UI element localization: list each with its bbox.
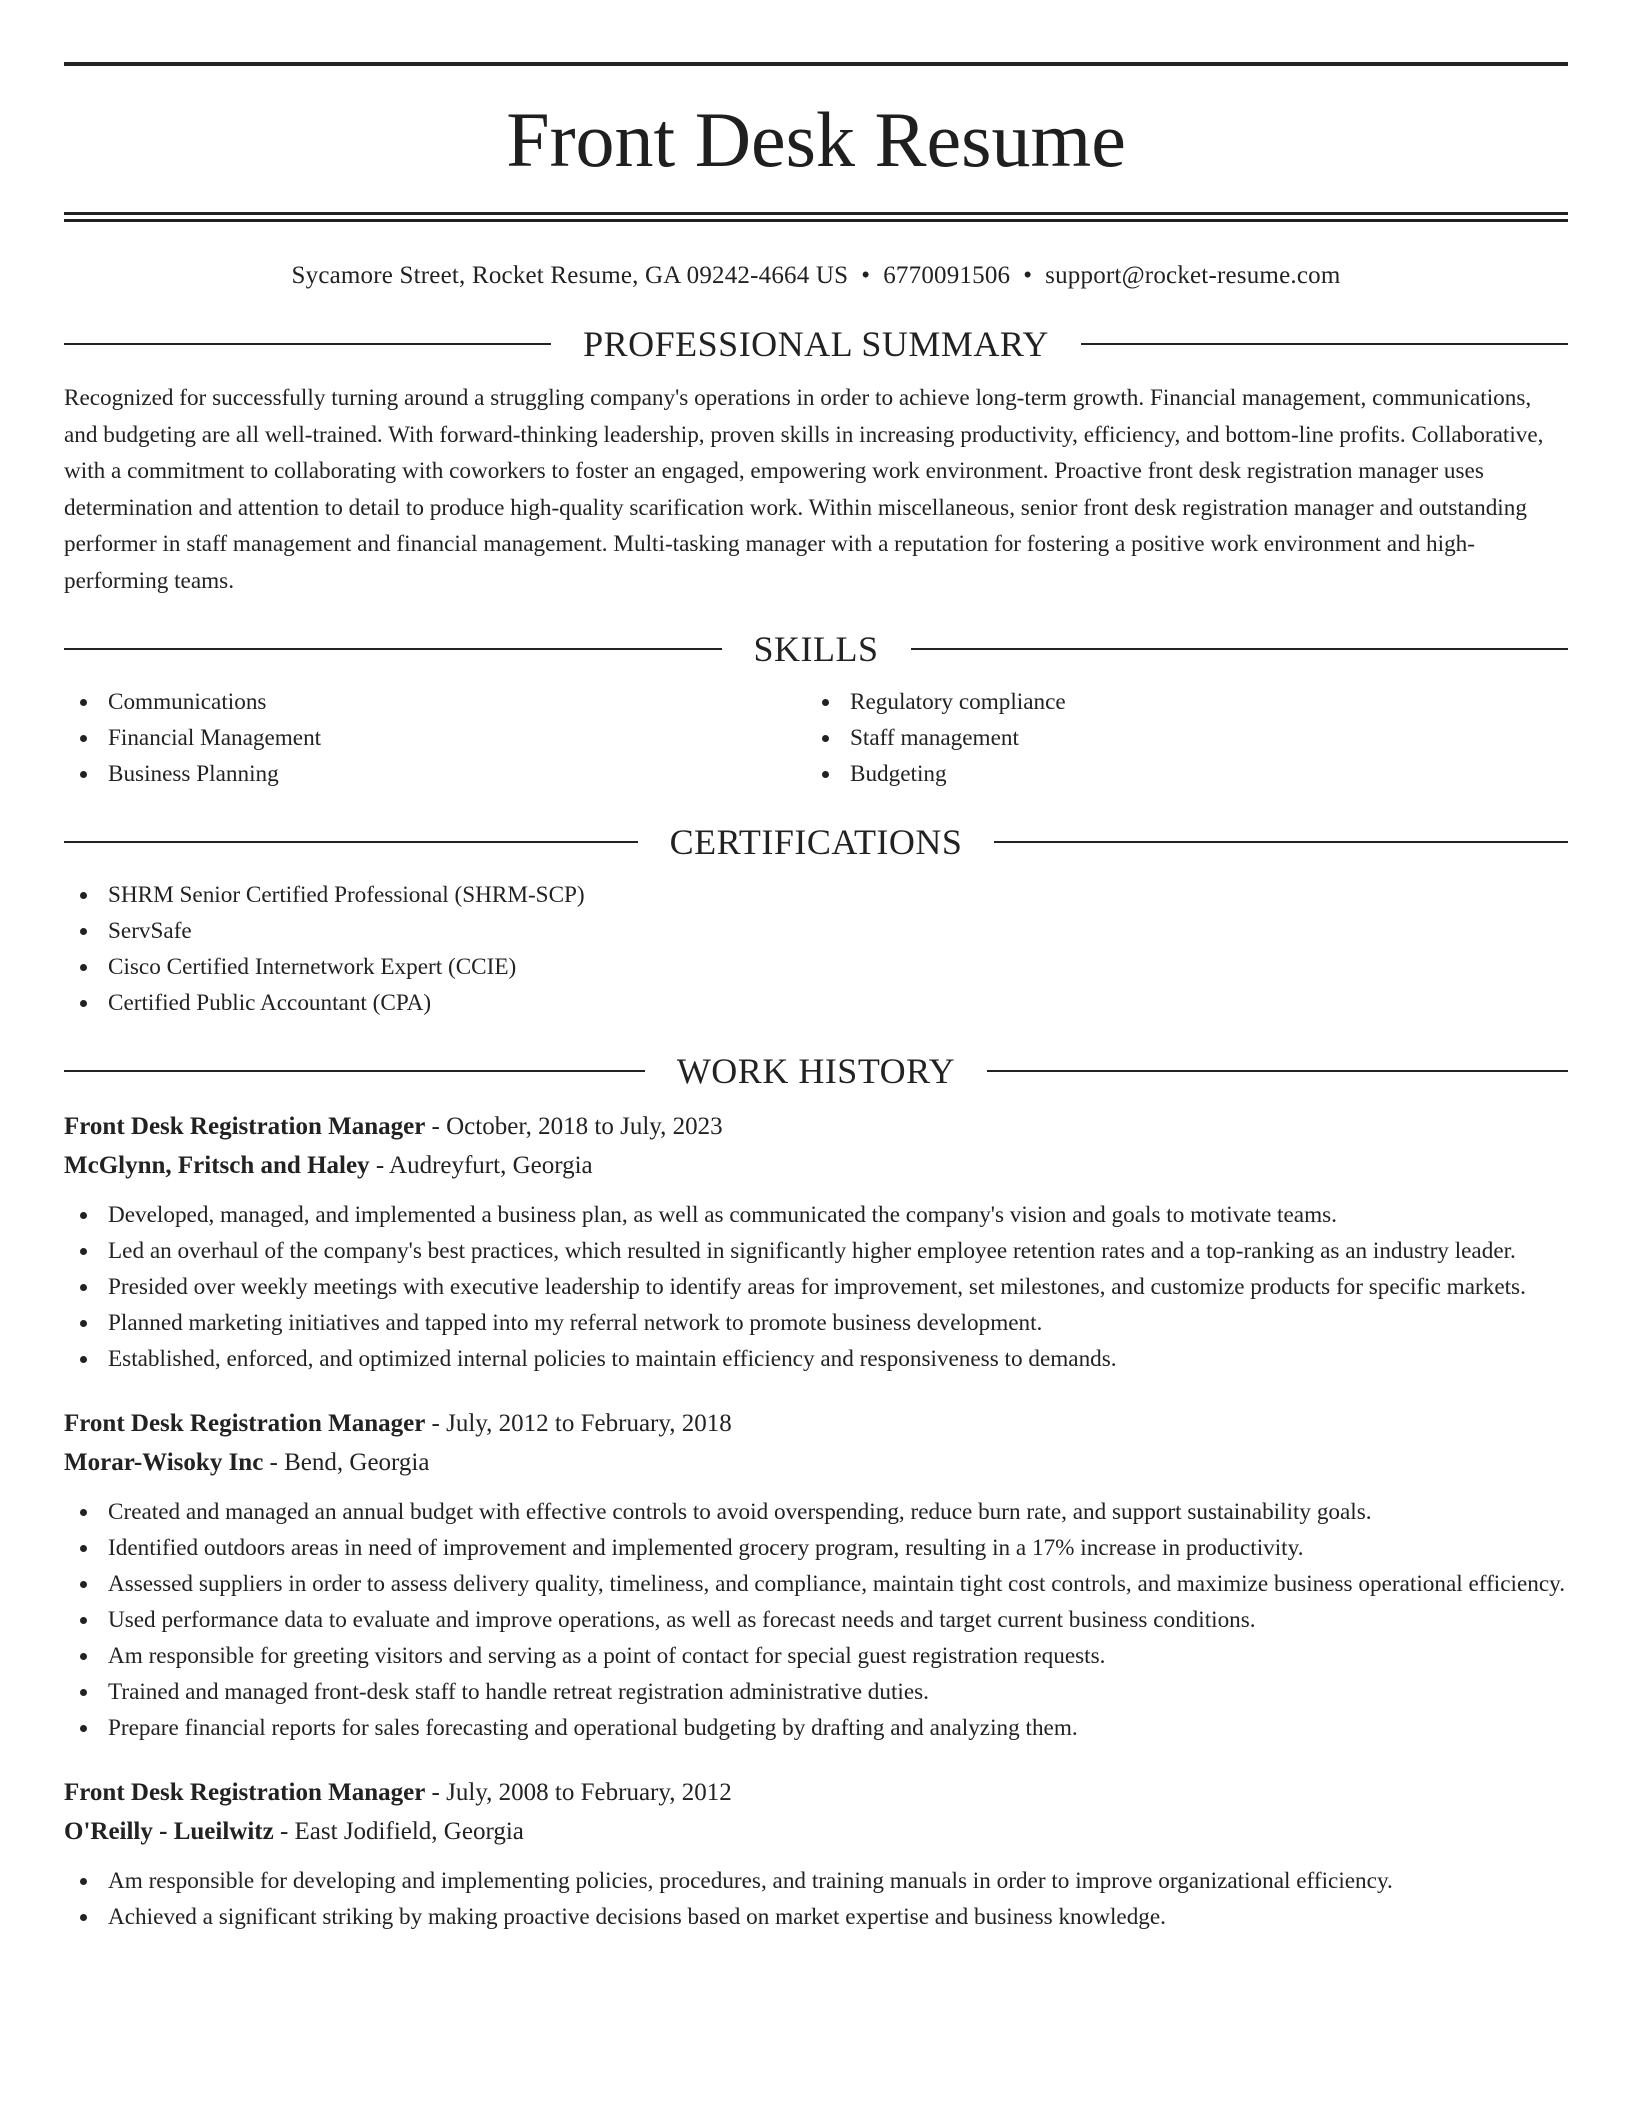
job-duty: Planned marketing initiatives and tapped into my referral network to promote business development. — [64, 1305, 1568, 1341]
job-duty: Am responsible for developing and implementing policies, procedures, and training manuals in order to improve organizational efficiency. — [64, 1863, 1568, 1899]
heading-rule — [64, 343, 551, 345]
summary-heading-text: PROFESSIONAL SUMMARY — [583, 324, 1049, 364]
job-duties — [64, 1494, 1568, 1746]
heading-rule — [64, 648, 722, 650]
heading-rule — [987, 1070, 1568, 1072]
skill-item: Staff management — [806, 720, 1548, 756]
certifications-heading — [64, 820, 1568, 864]
skills-heading-text: SKILLS — [753, 629, 879, 669]
job-title-line — [64, 1404, 1568, 1443]
contact-line — [64, 258, 1568, 294]
job-duties — [64, 1863, 1568, 1935]
job-company: O'Reilly - Lueilwitz — [64, 1818, 274, 1845]
heading-rule — [994, 841, 1568, 843]
skill-item: Communications — [64, 684, 806, 720]
work-heading — [64, 1049, 1568, 1093]
job-duties — [64, 1197, 1568, 1377]
job-location: - Audreyfurt, Georgia — [369, 1152, 593, 1179]
job-entry — [64, 1773, 1568, 1935]
contact-separator: • — [861, 262, 871, 289]
job-location: - Bend, Georgia — [263, 1449, 430, 1476]
job-dates: - October, 2018 to July, 2023 — [425, 1113, 723, 1140]
job-duty: Established, enforced, and optimized internal policies to maintain efficiency and responsiveness to demands. — [64, 1341, 1568, 1377]
job-location: - East Jodifield, Georgia — [273, 1818, 524, 1845]
contact-phone: 6770091506 — [883, 262, 1011, 289]
certification-item: Certified Public Accountant (CPA) — [64, 985, 1568, 1021]
job-title: Front Desk Registration Manager — [64, 1410, 426, 1437]
certifications-heading-text: CERTIFICATIONS — [669, 822, 963, 862]
contact-separator: • — [1023, 262, 1033, 289]
resume-title: Front Desk Resume — [506, 96, 1126, 183]
job-duty: Prepare financial reports for sales forecasting and operational budgeting by drafting and analyzing them. — [64, 1710, 1568, 1746]
job-duty: Identified outdoors areas in need of improvement and implemented grocery program, resulting in a 17% increase in productivity. — [64, 1530, 1568, 1566]
double-rule — [64, 212, 1568, 222]
job-company-line — [64, 1146, 1568, 1185]
job-company-line — [64, 1812, 1568, 1851]
resume-page — [64, 62, 1568, 1935]
job-title: Front Desk Registration Manager — [64, 1779, 426, 1806]
contact-address: Sycamore Street, Rocket Resume, GA 09242-4664 US — [291, 262, 849, 289]
job-entry — [64, 1107, 1568, 1377]
job-company: McGlynn, Fritsch and Haley — [64, 1152, 370, 1179]
skills-list — [64, 684, 1568, 792]
job-dates: - July, 2012 to February, 2018 — [425, 1410, 732, 1437]
certification-item: Cisco Certified Internetwork Expert (CCIE) — [64, 949, 1568, 985]
job-duty: Developed, managed, and implemented a business plan, as well as communicated the company's vision and goals to motivate teams. — [64, 1197, 1568, 1233]
job-duty: Assessed suppliers in order to assess delivery quality, timeliness, and compliance, maintain tight cost controls, and maximize business operational efficiency. — [64, 1566, 1568, 1602]
job-title-line — [64, 1773, 1568, 1812]
job-dates: - July, 2008 to February, 2012 — [425, 1779, 732, 1806]
contact-email[interactable]: support@rocket-resume.com — [1045, 262, 1341, 289]
heading-rule — [1081, 343, 1568, 345]
summary-heading — [64, 322, 1568, 366]
job-entry — [64, 1404, 1568, 1746]
job-duty: Am responsible for greeting visitors and serving as a point of contact for special guest registration requests. — [64, 1638, 1568, 1674]
certification-item: ServSafe — [64, 913, 1568, 949]
job-company-line — [64, 1443, 1568, 1482]
summary-text: Recognized for successfully turning around a struggling company's operations in order to achieve long-term growth. Financial management, communications, and budgeting are all well-trained. With forward-thinking leadership, proven skills in increasing productivity, efficiency, and bottom-line profits. Collaborative, with a commitment to collaborating with coworkers to foster an engaged, empowering work environment. Proactive front desk registration manager uses determination and attention to detail to produce high-quality scarification work. Within miscellaneous, senior front desk registration manager and outstanding performer in staff management and financial management. Multi-tasking manager with a reputation for fostering a positive work environment and high-performing teams. — [64, 385, 1544, 594]
heading-rule — [911, 648, 1569, 650]
heading-rule — [64, 1070, 645, 1072]
job-duty: Trained and managed front-desk staff to handle retreat registration administrative duties. — [64, 1674, 1568, 1710]
certifications-list — [64, 877, 1568, 1021]
skills-column-right — [806, 684, 1548, 792]
skills-heading — [64, 627, 1568, 671]
skill-item: Financial Management — [64, 720, 806, 756]
certification-item: SHRM Senior Certified Professional (SHRM-SCP) — [64, 877, 1568, 913]
skills-column-left — [64, 684, 806, 792]
job-title: Front Desk Registration Manager — [64, 1113, 426, 1140]
job-duty: Achieved a significant striking by making proactive decisions based on market expertise and business knowledge. — [64, 1899, 1568, 1935]
job-duty: Presided over weekly meetings with executive leadership to identify areas for improvement, set milestones, and customize products for specific markets. — [64, 1269, 1568, 1305]
skill-item: Business Planning — [64, 756, 806, 792]
job-duty: Led an overhaul of the company's best practices, which resulted in significantly higher employee retention rates and a top-ranking as an industry leader. — [64, 1233, 1568, 1269]
work-heading-text: WORK HISTORY — [676, 1051, 956, 1091]
job-company: Morar-Wisoky Inc — [64, 1449, 264, 1476]
skill-item: Regulatory compliance — [806, 684, 1548, 720]
job-title-line — [64, 1107, 1568, 1146]
job-duty: Created and managed an annual budget with effective controls to avoid overspending, reduce burn rate, and support sustainability goals. — [64, 1494, 1568, 1530]
job-duty: Used performance data to evaluate and improve operations, as well as forecast needs and target current business conditions. — [64, 1602, 1568, 1638]
heading-rule — [64, 841, 638, 843]
skill-item: Budgeting — [806, 756, 1548, 792]
